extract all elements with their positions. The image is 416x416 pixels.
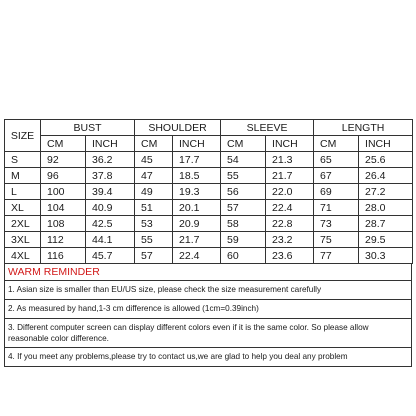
measurement-cell: 69 [314,184,359,200]
size-rows [5,152,413,264]
unit-cm-header: CM [314,136,359,152]
measurement-cell: 45.7 [86,248,135,264]
size-row [5,248,413,264]
measurement-cell: 21.7 [266,168,314,184]
measurement-cell: 25.6 [359,152,413,168]
measurement-cell: 58 [221,216,266,232]
measurement-cell: 65 [314,152,359,168]
warm-reminder-title: WARM REMINDER [4,264,412,281]
size-row [5,216,413,232]
size-label: M [5,168,41,184]
measurement-cell: 49 [135,184,173,200]
measurement-cell: 57 [135,248,173,264]
size-label: XL [5,200,41,216]
size-row [5,200,413,216]
measurement-cell: 73 [314,216,359,232]
measurement-cell: 45 [135,152,173,168]
measurement-cell: 28.0 [359,200,413,216]
reminder-note: 3. Different computer screen can display different colors even if it is the same color. So please allow reasonable color difference. [4,319,412,348]
measurement-cell: 92 [41,152,86,168]
unit-cm-header: CM [135,136,173,152]
unit-inch-header: INCH [359,136,413,152]
measurement-cell: 108 [41,216,86,232]
unit-header-row [5,136,413,152]
measurement-cell: 19.3 [173,184,221,200]
measurement-cell: 40.9 [86,200,135,216]
measurement-cell: 104 [41,200,86,216]
measurement-cell: 55 [221,168,266,184]
measurement-cell: 44.1 [86,232,135,248]
shoulder-header: SHOULDER [135,120,221,136]
measurement-cell: 116 [41,248,86,264]
measurement-cell: 17.7 [173,152,221,168]
measurement-cell: 54 [221,152,266,168]
measurement-cell: 22.4 [173,248,221,264]
reminder-note: 4. If you meet any problems,please try to contact us,we are glad to help you deal any problem [4,348,412,367]
measurement-cell: 53 [135,216,173,232]
measurement-cell: 23.2 [266,232,314,248]
reminder-note: 1. Asian size is smaller than EU/US size, please check the size measurement carefully [4,281,412,300]
measurement-cell: 96 [41,168,86,184]
unit-cm-header: CM [41,136,86,152]
measurement-cell: 57 [221,200,266,216]
measurement-cell: 39.4 [86,184,135,200]
measurement-cell: 55 [135,232,173,248]
measurement-cell: 20.9 [173,216,221,232]
measurement-cell: 37.8 [86,168,135,184]
measurement-cell: 23.6 [266,248,314,264]
unit-cm-header: CM [221,136,266,152]
measurement-cell: 27.2 [359,184,413,200]
size-label: L [5,184,41,200]
measurement-cell: 28.7 [359,216,413,232]
measurement-cell: 60 [221,248,266,264]
measurement-cell: 22.4 [266,200,314,216]
group-header-row [5,120,413,136]
size-table [4,119,413,264]
measurement-cell: 42.5 [86,216,135,232]
measurement-cell: 51 [135,200,173,216]
measurement-cell: 47 [135,168,173,184]
measurement-cell: 22.8 [266,216,314,232]
size-label: 4XL [5,248,41,264]
measurement-cell: 67 [314,168,359,184]
measurement-cell: 36.2 [86,152,135,168]
measurement-cell: 112 [41,232,86,248]
measurement-cell: 75 [314,232,359,248]
size-row [5,184,413,200]
measurement-cell: 21.3 [266,152,314,168]
size-label: 3XL [5,232,41,248]
measurement-cell: 21.7 [173,232,221,248]
measurement-cell: 30.3 [359,248,413,264]
sleeve-header: SLEEVE [221,120,314,136]
size-row [5,152,413,168]
size-label: S [5,152,41,168]
bust-header: BUST [41,120,135,136]
unit-inch-header: INCH [173,136,221,152]
measurement-cell: 20.1 [173,200,221,216]
length-header: LENGTH [314,120,413,136]
measurement-cell: 22.0 [266,184,314,200]
size-row [5,168,413,184]
size-chart [4,119,412,367]
size-row [5,232,413,248]
reminder-note: 2. As measured by hand,1-3 cm difference is allowed (1cm=0.39inch) [4,300,412,319]
measurement-cell: 100 [41,184,86,200]
measurement-cell: 77 [314,248,359,264]
measurement-cell: 56 [221,184,266,200]
measurement-cell: 29.5 [359,232,413,248]
measurement-cell: 59 [221,232,266,248]
size-label: 2XL [5,216,41,232]
measurement-cell: 18.5 [173,168,221,184]
measurement-cell: 71 [314,200,359,216]
unit-inch-header: INCH [266,136,314,152]
unit-inch-header: INCH [86,136,135,152]
size-header: SIZE [5,120,41,152]
measurement-cell: 26.4 [359,168,413,184]
